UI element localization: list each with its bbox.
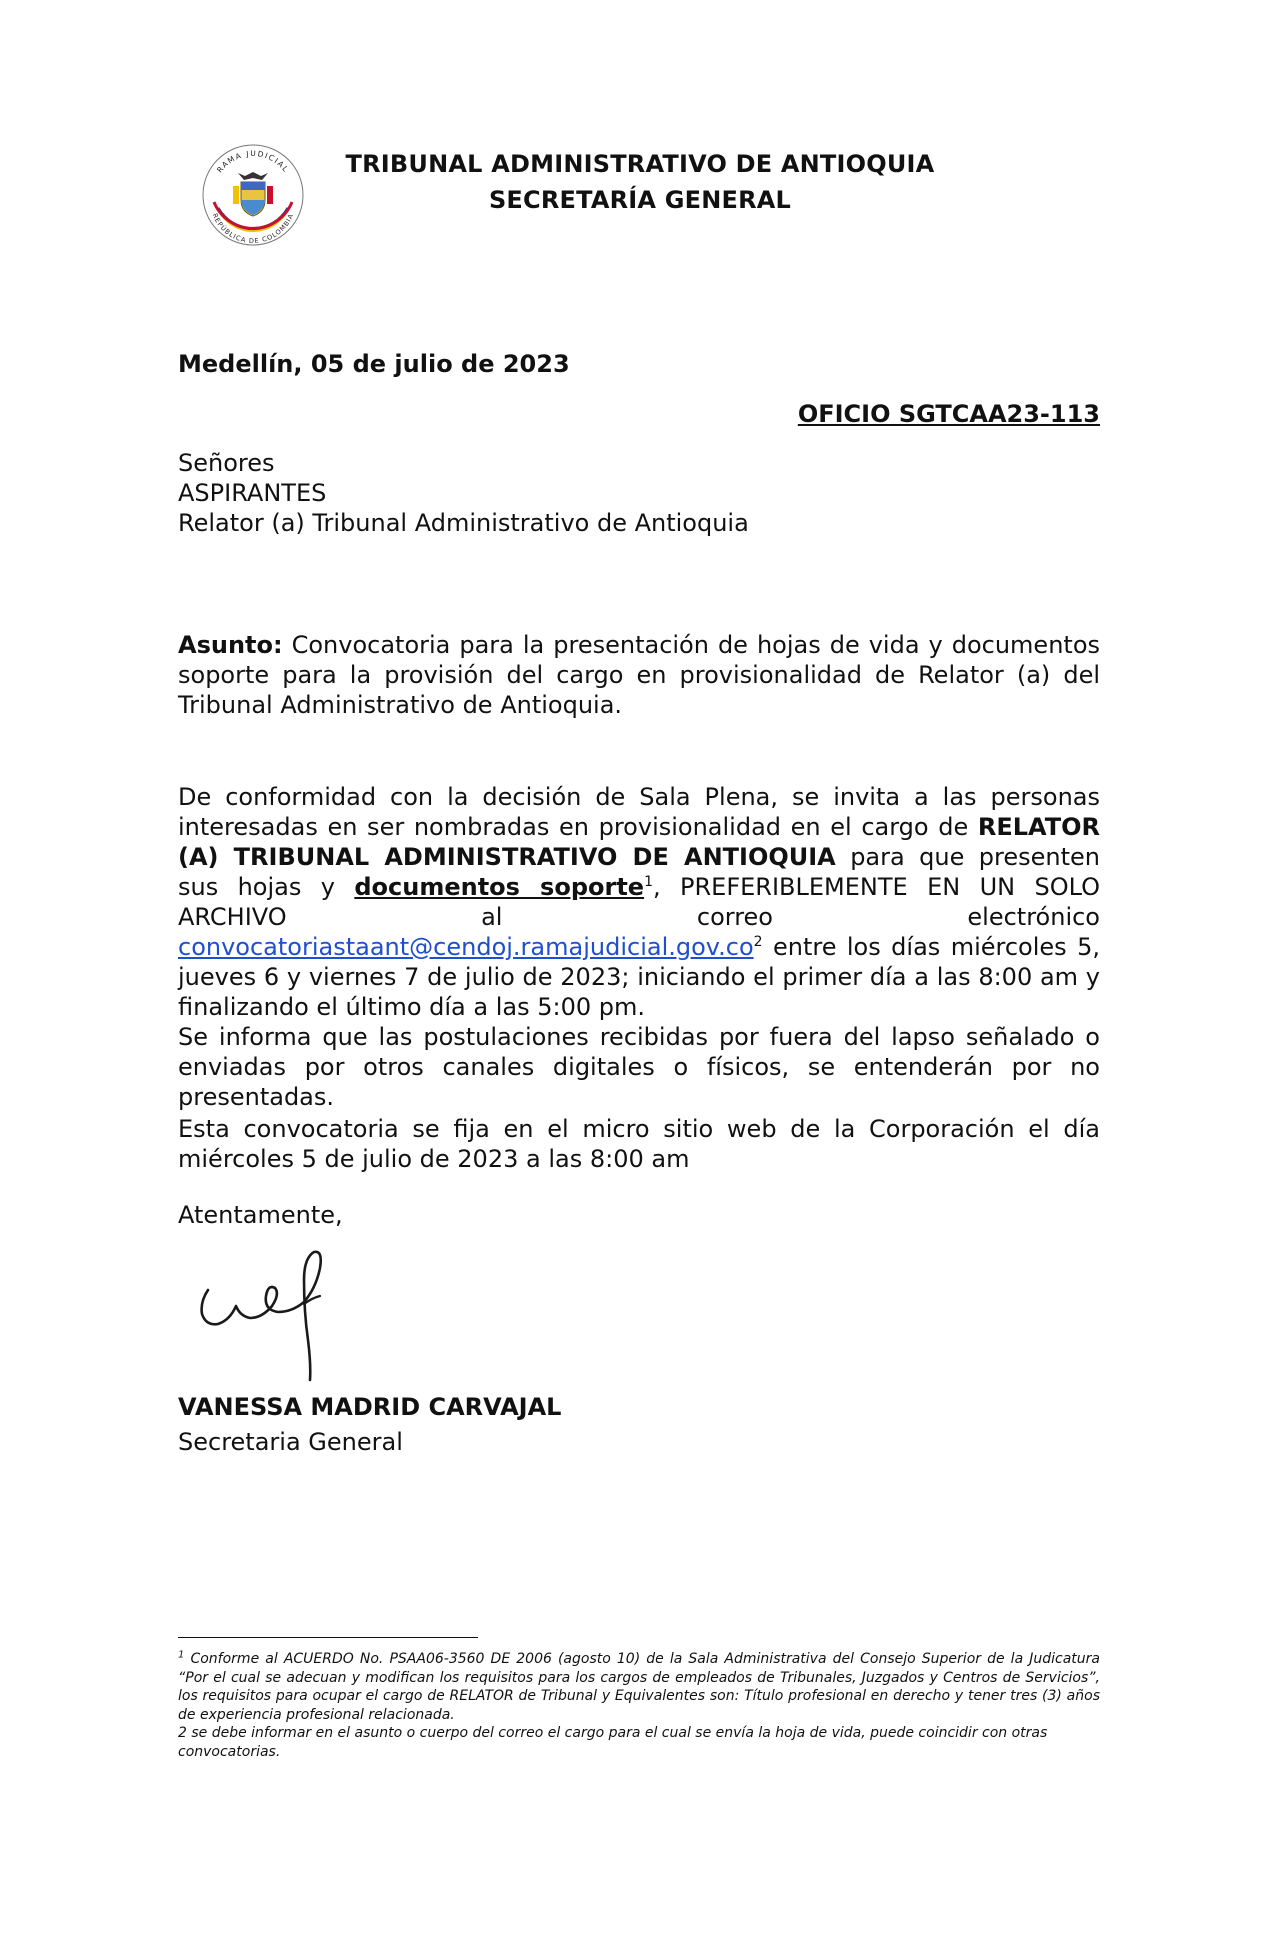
recipient-line: Señores	[178, 449, 275, 477]
seal-text-bottom: REPÚBLICA DE COLOMBIA	[210, 212, 296, 246]
footnote-2: 2 se debe informar en el asunto o cuerpo del correo el cargo para el cual se envía la hoja de vida, puede coincidir con otras convocatorias.	[178, 1725, 1048, 1760]
subject-paragraph	[178, 630, 1100, 720]
header-court-name: TRIBUNAL ADMINISTRATIVO DE ANTIOQUIA	[345, 150, 935, 178]
rama-judicial-seal-logo	[200, 142, 306, 248]
email-link[interactable]: convocatoriastaant@cendoj.ramajudicial.gov.co	[178, 933, 754, 961]
footnote-ref-2: 2	[753, 934, 763, 950]
date-line: Medellín, 05 de julio de 2023	[178, 350, 570, 378]
body-text: para que presenten sus hojas y	[178, 843, 1100, 901]
footnote-1-number: 1	[178, 1649, 185, 1661]
subject-label: Asunto:	[178, 631, 283, 659]
footnotes	[178, 1650, 1100, 1761]
footnote-ref-1: 1	[644, 874, 653, 890]
header-department: SECRETARÍA GENERAL	[488, 186, 792, 214]
footnote-1-text: Conforme al ACUERDO No. PSAA06-3560 DE 2006 (agosto 10) de la Sala Administrativa del Consejo Superior de la Judicatura “Por el cual se adecuan y modifican los requisitos para los cargos de empleados de Tribunales, Juzgados y Centros de Servicios”, los requisitos para ocupar el cargo de RELATOR de Tribunal y Equivalentes son: Título profesional en derecho y tener tres (3) años de experiencia profesional relacionada.	[178, 1651, 1100, 1723]
handwritten-signature	[180, 1232, 390, 1392]
recipient-line: ASPIRANTES	[178, 479, 327, 507]
position-name: RELATOR (A) TRIBUNAL ADMINISTRATIVO DE ANTIOQUIA	[178, 813, 1100, 871]
body-paragraph-3: Esta convocatoria se fija en el micro sitio web de la Corporación el día miércoles 5 de julio de 2023 a las 8:00 am	[178, 1115, 1100, 1173]
body-text: , PREFERIBLEMENTE EN UN SOLO ARCHIVO al correo electrónico	[178, 873, 1100, 931]
footnote-1	[178, 1650, 1100, 1724]
body-paragraph-1	[178, 782, 1100, 1022]
body-text: entre los días miércoles 5, jueves 6 y viernes 7 de julio de 2023; iniciando el primer día a las 8:00 am y finalizando el último día a las 5:00 pm.	[178, 933, 1100, 1021]
documents-support-emphasis: documentos soporte	[354, 873, 645, 901]
recipients	[178, 448, 1100, 538]
body-text: De conformidad con la decisión de Sala Plena, se invita a las personas interesadas en ser nombradas en provisionalidad en el cargo de	[178, 783, 1100, 841]
reference-number: OFICIO SGTCAA23-113	[797, 400, 1100, 428]
signatory-title: Secretaria General	[178, 1428, 403, 1456]
subject-text: Convocatoria para la presentación de hojas de vida y documentos soporte para la provisión del cargo en provisionalidad de Relator (a) del Tribunal Administrativo de Antioquia.	[178, 631, 1100, 719]
body-paragraph-2: Se informa que las postulaciones recibidas por fuera del lapso señalado o enviadas por otros canales digitales o físicos, se entenderán por no presentadas.	[178, 1023, 1100, 1111]
signatory-name: VANESSA MADRID CARVAJAL	[178, 1393, 562, 1421]
footnote-separator	[178, 1637, 478, 1638]
recipient-line: Relator (a) Tribunal Administrativo de Antioquia	[178, 509, 749, 537]
seal-text-top: RAMA JUDICIAL	[215, 148, 291, 175]
closing: Atentamente,	[178, 1201, 343, 1229]
